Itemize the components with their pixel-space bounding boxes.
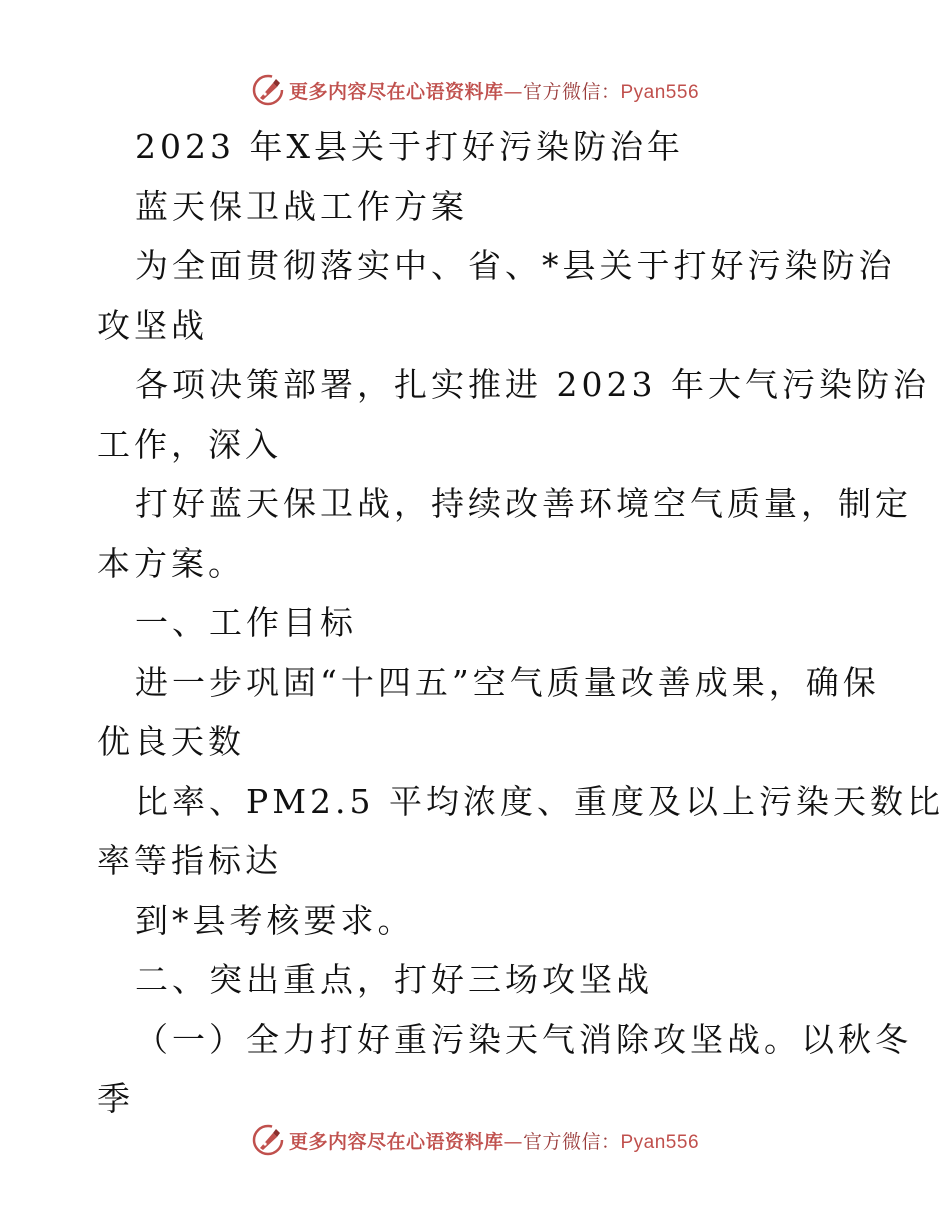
watermark-content xyxy=(251,1123,699,1157)
doc-paragraph-line: 各项决策部署，扎实推进 2023 年大气污染防治 xyxy=(135,365,930,404)
watermark-label: 官方微信： xyxy=(522,1130,621,1153)
doc-section-heading: 二、突出重点，打好三场攻坚战 xyxy=(135,960,653,999)
doc-paragraph-line: 进一步巩固“十四五”空气质量改善成果，确保 xyxy=(135,662,880,702)
pen-nib-logo-icon xyxy=(251,73,285,107)
doc-title-line-2: 蓝天保卫战工作方案 xyxy=(135,186,468,226)
watermark-banner-bottom xyxy=(0,1120,950,1160)
pen-nib-logo-icon xyxy=(251,1123,285,1157)
watermark-label: 官方微信： xyxy=(522,80,621,103)
doc-paragraph-line: 季 xyxy=(97,1079,134,1118)
watermark-wechat-id: Pyan556 xyxy=(620,81,700,103)
watermark-main-text: 更多内容尽在心语资料库 xyxy=(288,1130,504,1153)
doc-paragraph-line: 本方案。 xyxy=(97,543,245,583)
doc-paragraph-line: 率等指标达 xyxy=(97,841,282,880)
doc-paragraph-line: 攻坚战 xyxy=(97,305,208,345)
doc-paragraph-line: 为全面贯彻落实中、省、*县关于打好污染防治 xyxy=(135,246,896,285)
doc-paragraph-line: 比率、PM2.5 平均浓度、重度及以上污染天数比 xyxy=(135,781,944,821)
watermark-dash: — xyxy=(503,1130,523,1153)
watermark-content xyxy=(251,73,699,107)
document-body xyxy=(97,122,944,1134)
doc-section-heading: 一、工作目标 xyxy=(135,603,357,642)
doc-paragraph-line: 打好蓝天保卫战，持续改善环境空气质量，制定 xyxy=(135,484,912,523)
watermark-dash: — xyxy=(503,80,523,103)
watermark-main-text: 更多内容尽在心语资料库 xyxy=(288,80,504,103)
doc-paragraph-line: 工作，深入 xyxy=(97,424,282,464)
watermark-banner-top xyxy=(0,70,950,110)
watermark-wechat-id: Pyan556 xyxy=(620,1131,700,1153)
doc-paragraph-line: 到*县考核要求。 xyxy=(135,900,415,940)
doc-paragraph-line: 优良天数 xyxy=(97,722,245,761)
doc-title-line-1: 2023 年X县关于打好污染防治年 xyxy=(135,127,684,166)
doc-subsection-line: （一）全力打好重污染天气消除攻坚战。以秋冬 xyxy=(135,1019,912,1059)
